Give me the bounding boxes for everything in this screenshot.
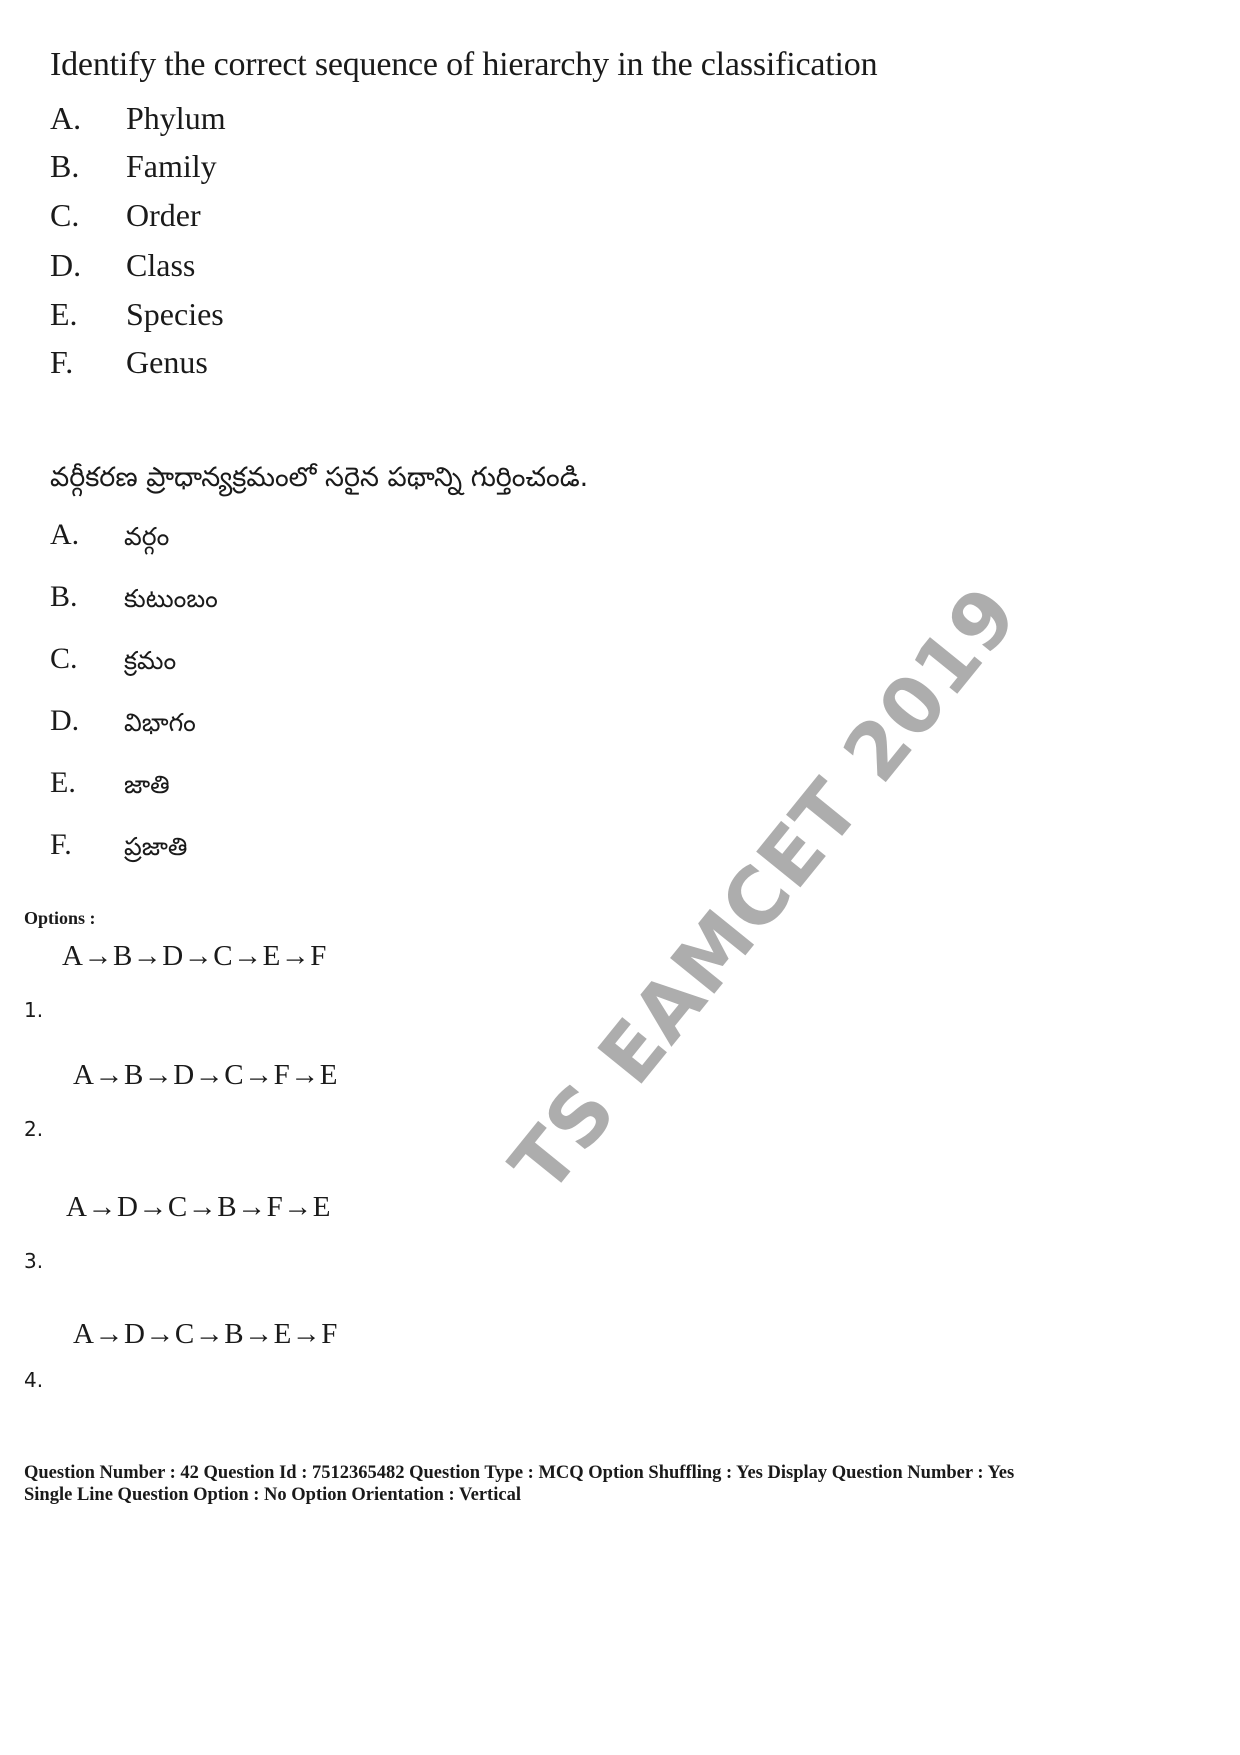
item-label: E. [50, 296, 78, 332]
item-label: A. [50, 100, 82, 136]
item-text: Phylum [126, 100, 226, 136]
item-label: B. [50, 148, 80, 184]
question-meta-line2: Single Line Question Option : No Option Orientation : Vertical [24, 1485, 521, 1505]
option-1-number: 1. [24, 998, 44, 1022]
item-text: వర్గం [124, 522, 170, 551]
option-1-sequence[interactable]: A→B→D→C→E→F [62, 940, 327, 972]
option-2-number: 2. [24, 1117, 44, 1141]
option-3-number: 3. [24, 1249, 44, 1273]
item-text: విభాగం [124, 708, 196, 737]
item-text: Class [126, 247, 196, 283]
item-text: Family [126, 148, 217, 184]
question-title-english: Identify the correct sequence of hierarchy in the classification [50, 46, 878, 83]
option-2-sequence[interactable]: A→B→D→C→F→E [73, 1059, 338, 1091]
item-label: C. [50, 642, 78, 675]
question-title-telugu: వర్గీకరణ ప్రాధాన్యక్రమంలో సరైన పథాన్ని గుర్తించండి. [50, 462, 589, 493]
watermark: TS EAMCET 2019 [493, 570, 1036, 1210]
item-text: క్రమం [124, 646, 177, 675]
item-label: D. [50, 704, 80, 737]
item-label: F. [50, 344, 74, 380]
item-label: D. [50, 247, 82, 283]
item-text: Species [126, 296, 224, 332]
item-text: Genus [126, 344, 208, 380]
options-label: Options : [24, 908, 96, 928]
question-meta-line1: Question Number : 42 Question Id : 7512365482 Question Type : MCQ Option Shuffling : Yes Display Question Number : Yes [24, 1463, 1015, 1483]
option-4-number: 4. [24, 1368, 44, 1392]
option-3-sequence[interactable]: A→D→C→B→F→E [66, 1191, 331, 1223]
item-text: Order [126, 197, 201, 233]
item-label: C. [50, 197, 80, 233]
item-text: జాతి [124, 770, 170, 799]
item-label: E. [50, 766, 76, 799]
item-text: కుటుంబం [124, 584, 218, 613]
item-label: F. [50, 828, 72, 861]
item-label: A. [50, 518, 80, 551]
option-4-sequence[interactable]: A→D→C→B→E→F [73, 1318, 338, 1350]
item-label: B. [50, 580, 78, 613]
item-text: ప్రజాతి [124, 832, 188, 861]
